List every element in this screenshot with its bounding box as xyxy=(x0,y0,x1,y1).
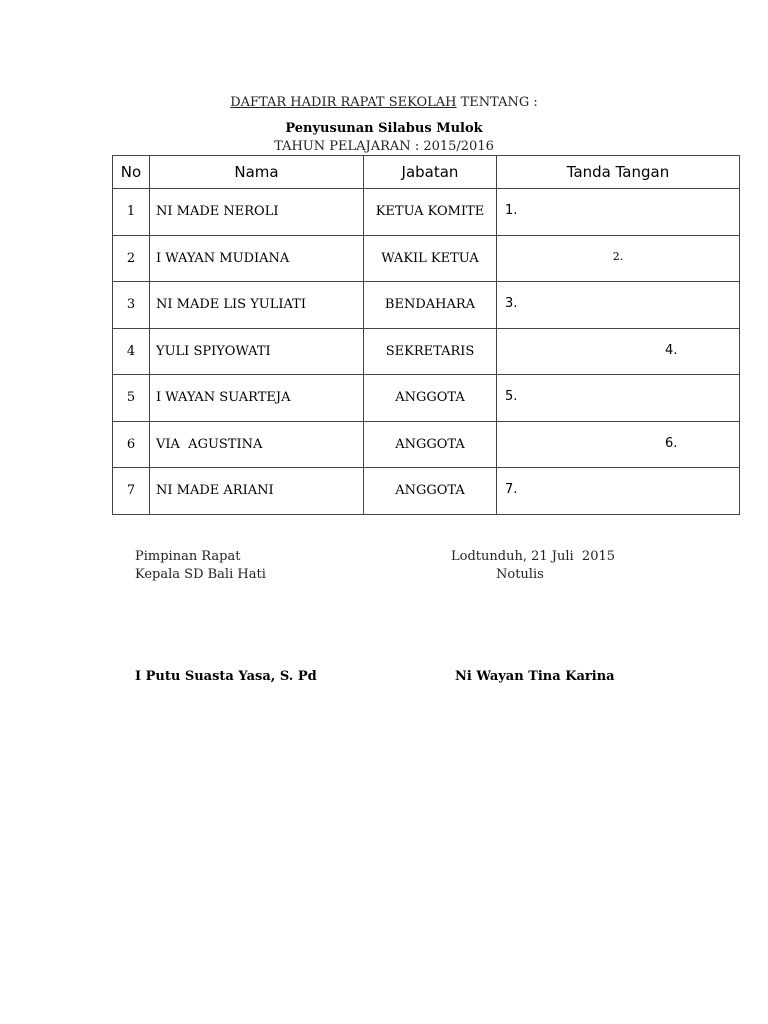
attendance-table xyxy=(112,155,740,515)
meeting-leader-role: Pimpinan Rapat xyxy=(135,549,241,564)
table-row xyxy=(113,375,740,422)
table-row xyxy=(113,235,740,282)
attendee-position: ANGGOTA xyxy=(364,375,497,422)
column-header-tanda-tangan: Tanda Tangan xyxy=(497,156,740,189)
attendee-name: I WAYAN MUDIANA xyxy=(150,235,364,282)
row-number: 5 xyxy=(113,375,150,422)
attendee-position: WAKIL KETUA xyxy=(364,235,497,282)
meeting-leader-organization: Kepala SD Bali Hati xyxy=(135,567,266,582)
attendee-name: I WAYAN SUARTEJA xyxy=(150,375,364,422)
academic-year: TAHUN PELAJARAN : 2015/2016 xyxy=(274,139,494,154)
table-header-row xyxy=(113,156,740,189)
attendee-position: KETUA KOMITE xyxy=(364,189,497,236)
table-row xyxy=(113,189,740,236)
table-row xyxy=(113,421,740,468)
row-number: 3 xyxy=(113,282,150,329)
signature-cell xyxy=(497,468,740,515)
row-number: 2 xyxy=(113,235,150,282)
signature-number: 1. xyxy=(505,203,518,218)
signature-number: 3. xyxy=(505,296,518,311)
signature-number: 4. xyxy=(665,342,678,358)
attendee-name: NI MADE ARIANI xyxy=(150,468,364,515)
attendee-position: BENDAHARA xyxy=(364,282,497,329)
attendee-position: ANGGOTA xyxy=(364,421,497,468)
document-title xyxy=(0,95,768,110)
attendee-name: NI MADE NEROLI xyxy=(150,189,364,236)
signature-number: 5. xyxy=(505,389,518,404)
title-rest: TENTANG : xyxy=(456,95,538,110)
meeting-leader-name: I Putu Suasta Yasa, S. Pd xyxy=(135,669,317,684)
column-header-no: No xyxy=(113,156,150,189)
column-header-nama: Nama xyxy=(150,156,364,189)
row-number: 6 xyxy=(113,421,150,468)
signature-cell xyxy=(497,189,740,236)
row-number: 7 xyxy=(113,468,150,515)
row-number: 4 xyxy=(113,328,150,375)
document-subtitle: Penyusunan Silabus Mulok xyxy=(285,121,483,136)
signature-cell xyxy=(497,235,740,282)
place-date: Lodtunduh, 21 Juli 2015 xyxy=(451,549,616,564)
attendee-name: YULI SPIYOWATI xyxy=(150,328,364,375)
secretary-name: Ni Wayan Tina Karina xyxy=(455,669,615,684)
attendee-position: ANGGOTA xyxy=(364,468,497,515)
title-underlined: DAFTAR HADIR RAPAT SEKOLAH xyxy=(230,95,457,110)
row-number: 1 xyxy=(113,189,150,236)
signature-cell xyxy=(497,421,740,468)
signature-cell xyxy=(497,375,740,422)
attendee-name: VIA AGUSTINA xyxy=(150,421,364,468)
signature-number: 6. xyxy=(665,435,678,451)
signature-cell xyxy=(497,282,740,329)
signature-cell xyxy=(497,328,740,375)
table-row xyxy=(113,328,740,375)
signature-number: 7. xyxy=(505,482,518,497)
attendee-position: SEKRETARIS xyxy=(364,328,497,375)
attendee-name: NI MADE LIS YULIATI xyxy=(150,282,364,329)
secretary-role: Notulis xyxy=(496,567,544,582)
column-header-jabatan: Jabatan xyxy=(364,156,497,189)
table-row xyxy=(113,468,740,515)
table-row xyxy=(113,282,740,329)
signature-number: 2. xyxy=(612,249,624,263)
